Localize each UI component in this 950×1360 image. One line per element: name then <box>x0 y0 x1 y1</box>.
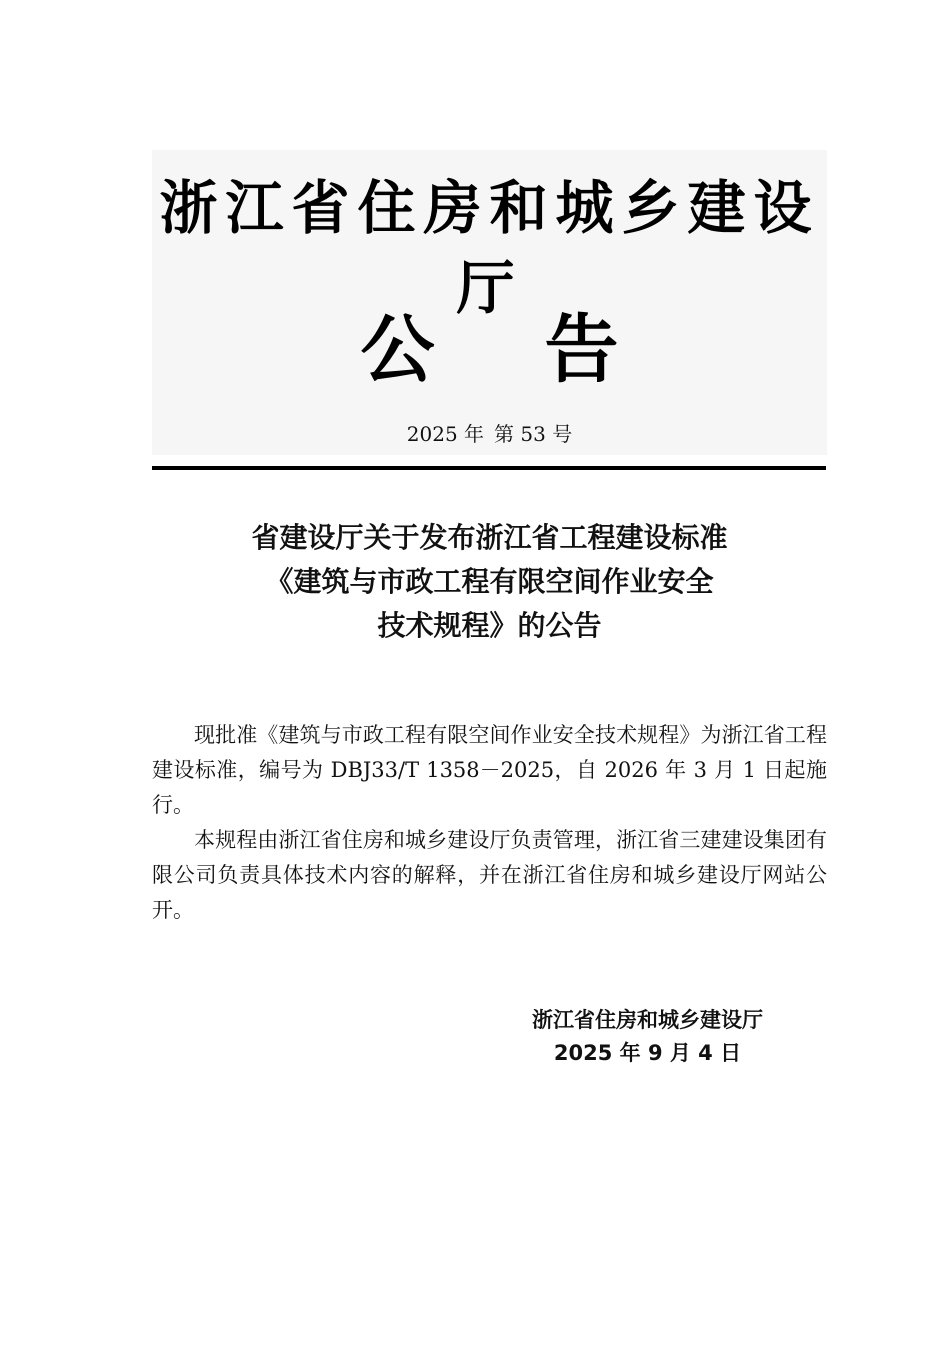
notice-year: 2025 年 <box>406 422 485 446</box>
document-title-line: 技术规程》的公告 <box>377 609 602 642</box>
document-body <box>152 718 827 928</box>
signature-block <box>470 1004 825 1070</box>
signature-organization: 浙江省住房和城乡建设厅 <box>532 1008 763 1032</box>
notice-heading <box>152 305 827 395</box>
body-paragraph: 本规程由浙江省住房和城乡建设厅负责管理，浙江省三建建设集团有限公司负责具体技术内容的解释，并在浙江省住房和城乡建设厅网站公开。 <box>152 828 827 922</box>
notice-heading-char-2: 告 <box>544 307 619 393</box>
document-title-line: 《建筑与市政工程有限空间作业安全 <box>265 565 714 598</box>
notice-issue-number: 第 53 号 <box>494 422 573 446</box>
body-paragraph: 现批准《建筑与市政工程有限空间作业安全技术规程》为浙江省工程建设标准，编号为 DBJ33/T 1358－2025，自 2026 年 3 月 1 日起施行。 <box>152 723 827 817</box>
document-title <box>152 516 827 648</box>
header-divider <box>152 466 826 470</box>
notice-heading-char-1: 公 <box>360 307 435 393</box>
document-title-line: 省建设厅关于发布浙江省工程建设标准 <box>251 521 728 554</box>
issuing-organization-title: 浙江省住房和城乡建设厅 <box>159 174 820 322</box>
notice-number <box>152 420 827 448</box>
signature-date: 2025 年 9 月 4 日 <box>553 1041 742 1065</box>
